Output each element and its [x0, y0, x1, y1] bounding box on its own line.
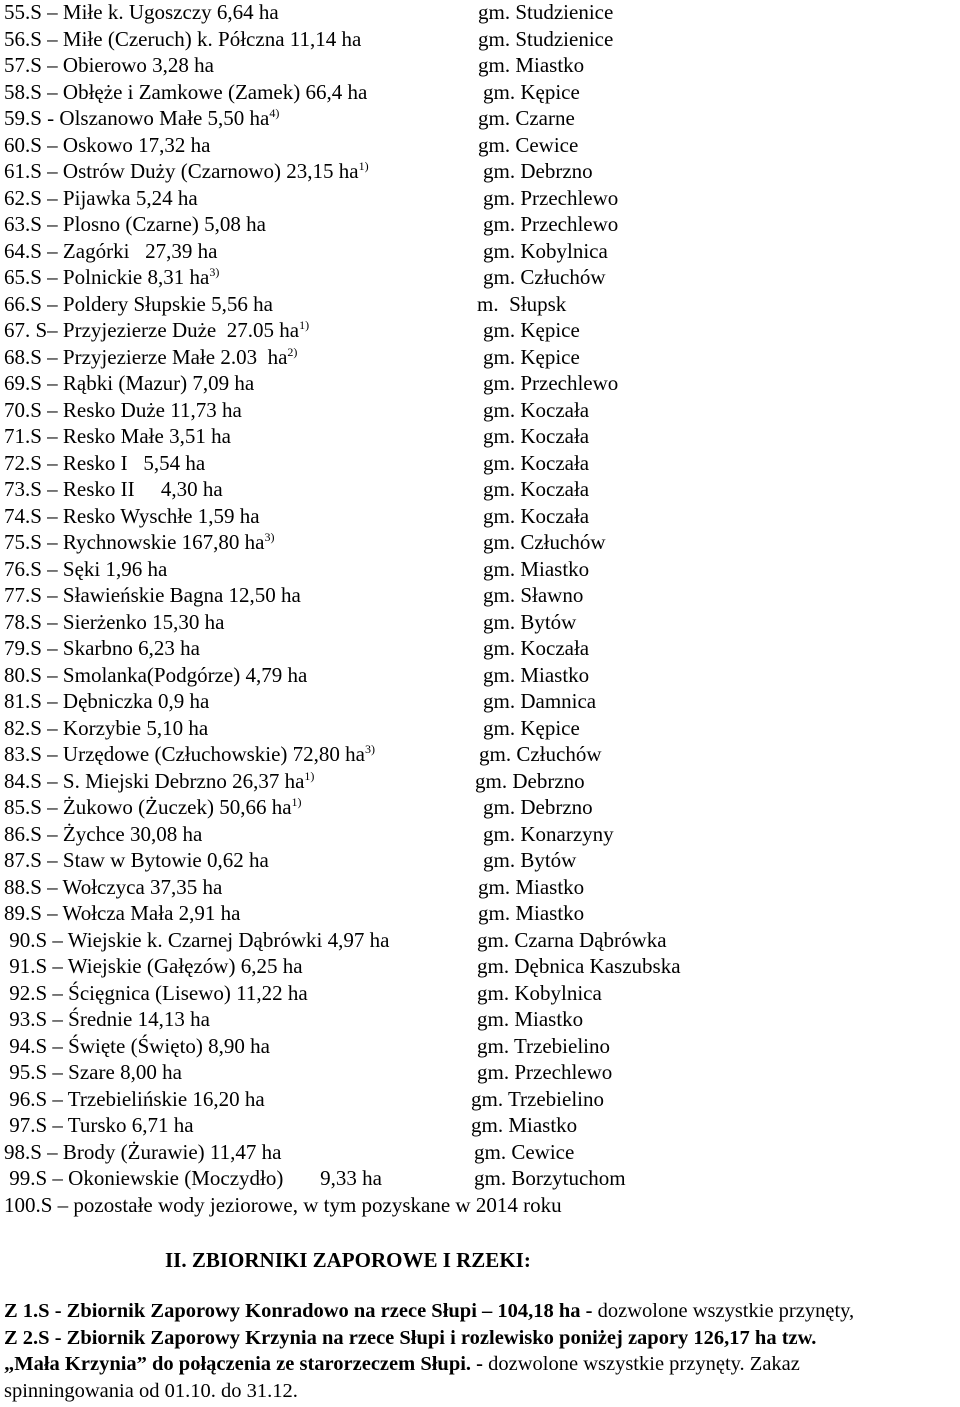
- list-item: [0, 371, 960, 398]
- lake-name: 67. S– Przyjezierze Duże 27.05 $ha^{1)}$: [4, 318, 310, 342]
- list-item: [0, 742, 960, 769]
- list-item: [0, 133, 960, 160]
- commune: gm. Kobylnica: [483, 238, 608, 263]
- lake-name: 80.S – Smolanka(Podgórze) 4,79 ha: [4, 662, 308, 687]
- commune: gm. Przechlewo: [483, 185, 619, 210]
- list-item: [0, 530, 960, 557]
- lake-name: 100.S – pozostałe wody jeziorowe, w tym pozyskane w 2014 roku: [4, 1192, 562, 1217]
- footnote-marker: 1): [358, 159, 369, 173]
- commune: gm. Miastko: [483, 556, 590, 581]
- lake-name: 68.S – Przyjezierze Małe 2.03 $ha^{2)}$: [4, 344, 298, 369]
- list-item: [0, 398, 960, 425]
- list-item: [0, 345, 960, 372]
- commune: gm. Przechlewo: [483, 212, 619, 236]
- lake-name: 86.S – Żychce 30,08 ha: [4, 821, 203, 846]
- commune: gm. Konarzyny: [483, 821, 614, 846]
- commune: gm. Trzebielino: [471, 1086, 605, 1111]
- z1-rule: dozwolone wszystkie przynęty,: [592, 1300, 855, 1322]
- commune: gm. Miastko: [483, 662, 590, 687]
- list-item: [0, 504, 960, 531]
- commune: gm. Kępice: [483, 318, 580, 342]
- z2-rule-cont: spinningowania od 01.10. do 31.12.: [4, 1379, 298, 1402]
- list-item: [0, 610, 960, 637]
- commune: gm. Kobylnica: [477, 980, 602, 1005]
- lake-name: 72.S – Resko I 5,54 ha: [4, 450, 206, 475]
- commune: gm. Miastko: [477, 1007, 584, 1031]
- lake-name: 78.S – Sierżenko 15,30 ha: [4, 609, 225, 634]
- list-item: [0, 1193, 960, 1220]
- lake-name: 74.S – Resko Wyschłe 1,59 ha: [4, 503, 260, 528]
- commune: gm. Koczała: [483, 503, 590, 528]
- list-item: [0, 1007, 960, 1034]
- list-item: [0, 822, 960, 849]
- commune: gm. Borzytuchom: [474, 1166, 626, 1190]
- lake-name: 88.S – Wołczyca 37,35 ha: [4, 874, 223, 899]
- lake-name: 97.S – Tursko 6,71 ha: [4, 1113, 194, 1137]
- commune: gm. Czarna Dąbrówka: [477, 927, 667, 952]
- footnote-marker: 1): [304, 768, 315, 783]
- lake-name: 76.S – Sęki 1,96 ha: [4, 556, 168, 581]
- list-item: [0, 636, 960, 663]
- lake-name: 84.S – S. Miejski Debrzno 26,37 $ha^{1)}$: [4, 768, 315, 793]
- lake-name: 75.S – Rychnowskie 167,80 $ha^{3)}$: [4, 530, 275, 554]
- commune: gm. Koczała: [483, 397, 590, 422]
- footnote-marker: 1): [299, 318, 310, 332]
- commune: gm. Bytów: [483, 848, 577, 872]
- lake-name: 91.S – Wiejskie (Gałęzów) 6,25 ha: [4, 954, 303, 978]
- list-item: [0, 292, 960, 319]
- list-item: [0, 80, 960, 107]
- lake-name: 58.S – Obłęże i Zamkowe (Zamek) 66,4 ha: [4, 79, 368, 104]
- footnote-marker: 3): [209, 265, 220, 279]
- lake-name: 81.S – Dębniczka 0,9 ha: [4, 689, 210, 713]
- reservoir-z2-cont: [4, 1353, 960, 1380]
- lake-name: 93.S – Średnie 14,13 ha: [4, 1007, 210, 1031]
- list-item: [0, 159, 960, 186]
- list-item: [0, 583, 960, 610]
- lake-name: 69.S – Rąbki (Mazur) 7,09 ha: [4, 371, 255, 395]
- section-title: II. ZBIORNIKI ZAPOROWE I RZEKI:: [165, 1248, 531, 1272]
- list-item: [0, 928, 960, 955]
- reservoir-section: [4, 1300, 960, 1406]
- list-item: [0, 1034, 960, 1061]
- list-item: [0, 1060, 960, 1087]
- z2-rule: dozwolone wszystkie przynęty. Zakaz: [483, 1353, 800, 1375]
- commune: gm. Kępice: [483, 344, 580, 369]
- list-item: [0, 848, 960, 875]
- commune: gm. Cewice: [478, 132, 579, 157]
- lake-name: 56.S – Miłe (Czeruch) k. Półczna 11,14 ha: [4, 26, 362, 51]
- lake-name: 77.S – Sławieńskie Bagna 12,50 ha: [4, 583, 301, 607]
- list-item: [0, 689, 960, 716]
- lake-name: 95.S – Szare 8,00 ha: [4, 1060, 182, 1084]
- list-item: [0, 265, 960, 292]
- lake-name: 98.S – Brody (Żurawie) 11,47 ha: [4, 1139, 282, 1164]
- lake-name: 71.S – Resko Małe 3,51 ha: [4, 424, 231, 448]
- lake-name: 66.S – Poldery Słupskie 5,56 ha: [4, 291, 273, 316]
- list-item: [0, 769, 960, 796]
- list-item: [0, 557, 960, 584]
- lake-name: 73.S – Resko II 4,30 ha: [4, 477, 223, 501]
- commune: gm. Koczała: [483, 477, 590, 501]
- lake-name: 57.S – Obierowo 3,28 ha: [4, 53, 214, 77]
- list-item: [0, 0, 960, 27]
- list-item: [0, 53, 960, 80]
- commune: gm. Kępice: [483, 79, 580, 104]
- list-item: [0, 186, 960, 213]
- z1-name: Z 1.S - Zbiornik Zaporowy Konradowo na rzece Słupi – 104,18 ha -: [4, 1300, 593, 1322]
- z2-name-line1: Z 2.S - Zbiornik Zaporowy Krzynia na rzece Słupi i rozlewisko poniżej zapory 126,17 ha tzw.: [4, 1326, 817, 1349]
- lake-name: 60.S – Oskowo 17,32 ha: [4, 132, 211, 157]
- commune: gm. Miastko: [478, 53, 585, 77]
- footnote-marker: 2): [287, 344, 298, 359]
- commune: gm. Damnica: [483, 689, 597, 713]
- commune: gm. Bytów: [483, 609, 577, 634]
- list-item: [0, 716, 960, 743]
- reservoir-z2: [4, 1327, 960, 1354]
- commune: gm. Koczała: [483, 636, 590, 660]
- list-item: [0, 477, 960, 504]
- list-item: [0, 27, 960, 54]
- commune: m. Słupsk: [477, 291, 567, 316]
- list-item: [0, 1087, 960, 1114]
- lake-name: 94.S – Święte (Święto) 8,90 ha: [4, 1033, 270, 1058]
- lake-name: 99.S – Okoniewskie (Moczydło) 9,33 ha: [4, 1166, 382, 1190]
- lake-name: 85.S – Żukowo (Żuczek) 50,66 $ha^{1)}$: [4, 795, 302, 819]
- lake-name: 62.S – Pijawka 5,24 ha: [4, 185, 198, 210]
- lake-name: 92.S – Ścięgnica (Lisewo) 11,22 ha: [4, 980, 308, 1005]
- commune: gm. Trzebielino: [477, 1033, 611, 1058]
- lake-name: 64.S – Zagórki 27,39 ha: [4, 238, 218, 263]
- commune: gm. Debrzno: [483, 795, 593, 819]
- list-item: [0, 901, 960, 928]
- reservoir-z2-rule-cont: [4, 1380, 960, 1407]
- commune: gm. Miastko: [478, 874, 585, 899]
- list-item: [0, 212, 960, 239]
- lake-name: 59.S - Olszanowo Małe 5,50 $ha^{4)}$: [4, 106, 280, 130]
- lake-name: 87.S – Staw w Bytowie 0,62 ha: [4, 848, 269, 872]
- list-item: [0, 1113, 960, 1140]
- commune: gm. Człuchów: [479, 742, 602, 766]
- footnote-marker: 4): [269, 106, 280, 120]
- commune: gm. Studzienice: [478, 0, 614, 24]
- commune: gm. Przechlewo: [483, 371, 619, 395]
- lake-name: 79.S – Skarbno 6,23 ha: [4, 636, 200, 660]
- commune: gm. Czarne: [478, 106, 575, 130]
- lake-name: 65.S – Polnickie 8,31 $ha^{3)}$: [4, 265, 220, 289]
- list-item: [0, 239, 960, 266]
- list-item: [0, 663, 960, 690]
- list-item: [0, 318, 960, 345]
- list-item: [0, 875, 960, 902]
- lake-name: 83.S – Urzędowe (Człuchowskie) 72,80 $ha^{3)}$: [4, 742, 375, 766]
- list-item: [0, 451, 960, 478]
- commune: gm. Debrzno: [483, 159, 593, 183]
- lake-name: 82.S – Korzybie 5,10 ha: [4, 715, 209, 740]
- commune: gm. Kępice: [483, 715, 580, 740]
- commune: gm. Koczała: [483, 450, 590, 475]
- z2-name-line2: „Mała Krzynia” do połączenia ze starorzeczem Słupi. -: [4, 1353, 483, 1375]
- commune: gm. Sławno: [483, 583, 584, 607]
- lake-name: 96.S – Trzebielińskie 16,20 ha: [4, 1086, 265, 1111]
- lake-name: 55.S – Miłe k. Ugoszczy 6,64 ha: [4, 0, 279, 24]
- commune: gm. Dębnica Kaszubska: [477, 954, 681, 978]
- commune: gm. Cewice: [474, 1139, 575, 1164]
- list-item: [0, 424, 960, 451]
- commune: gm. Człuchów: [483, 530, 606, 554]
- reservoir-z1: [4, 1300, 960, 1327]
- commune: gm. Koczała: [483, 424, 590, 448]
- commune: gm. Miastko: [471, 1113, 578, 1137]
- lake-name: 90.S – Wiejskie k. Czarnej Dąbrówki 4,97 ha: [4, 927, 390, 952]
- commune: gm. Przechlewo: [477, 1060, 613, 1084]
- commune: gm. Studzienice: [478, 26, 614, 51]
- commune: gm. Miastko: [478, 901, 585, 925]
- list-item: [0, 106, 960, 133]
- footnote-marker: 1): [291, 795, 302, 809]
- lake-name: 89.S – Wołcza Mała 2,91 ha: [4, 901, 241, 925]
- footnote-marker: 3): [365, 742, 375, 756]
- lake-name: 63.S – Plosno (Czarne) 5,08 ha: [4, 212, 266, 236]
- commune: gm. Człuchów: [483, 265, 606, 289]
- list-item: [0, 795, 960, 822]
- commune: gm. Debrzno: [475, 768, 585, 793]
- list-item: [0, 1166, 960, 1193]
- list-item: [0, 954, 960, 981]
- list-item: [0, 981, 960, 1008]
- lake-name: 70.S – Resko Duże 11,73 ha: [4, 397, 242, 422]
- footnote-marker: 3): [264, 530, 275, 544]
- lake-name: 61.S – Ostrów Duży (Czarnowo) 23,15 $ha^{1)}$: [4, 159, 369, 183]
- list-item: [0, 1140, 960, 1167]
